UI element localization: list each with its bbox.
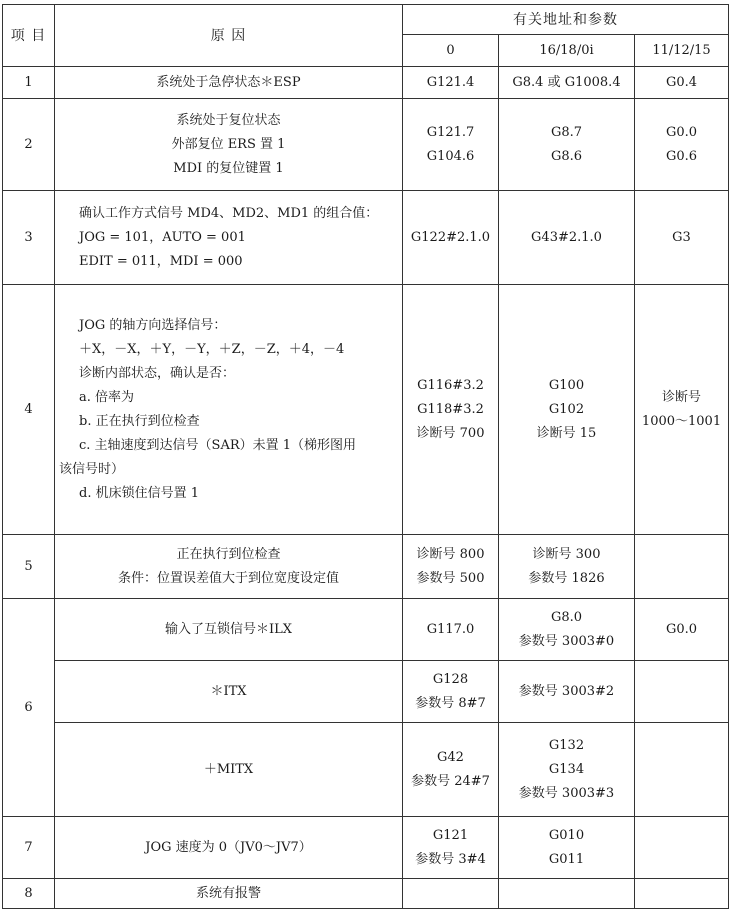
row-1-addr-0 — [403, 67, 499, 99]
reason-line: EDIT = 011，MDI = 000 — [79, 253, 243, 269]
row-7-reason — [55, 817, 403, 879]
row-2-reason — [55, 99, 403, 191]
row-6c-addr-11-12-15 — [635, 723, 729, 817]
row-6b-addr-0 — [403, 661, 499, 723]
row-8-addr-0 — [403, 879, 499, 909]
reason-line: 条件：位置误差值大于到位宽度设定值 — [117, 570, 339, 586]
addr-line: G121 — [432, 827, 469, 843]
row-5-addr-11-12-15 — [635, 535, 729, 599]
row-8-item: 8 — [3, 879, 55, 909]
row-6-item: 6 — [3, 599, 55, 817]
row-1-item: 1 — [3, 67, 55, 99]
addr-line: 参数号 8#7 — [415, 695, 486, 711]
addr-line: G8.0 — [550, 609, 583, 625]
row-6b-addr-16-18-0i — [499, 661, 635, 723]
table-row — [3, 879, 729, 909]
reason-line: 系统有报警 — [195, 885, 261, 901]
addr-line: G8.4 或 G1008.4 — [512, 74, 621, 90]
row-4-addr-11-12-15 — [635, 285, 729, 535]
address-table — [2, 4, 729, 909]
row-5-item: 5 — [3, 535, 55, 599]
reason-line: 该信号时） — [59, 461, 125, 477]
row-5-addr-0 — [403, 535, 499, 599]
row-3-addr-0 — [403, 191, 499, 285]
row-7-addr-11-12-15 — [635, 817, 729, 879]
row-3-addr-16-18-0i — [499, 191, 635, 285]
addr-line: G121.4 — [426, 74, 475, 90]
header-col-11-12-15: 11/12/15 — [635, 35, 729, 67]
addr-line: G122#2.1.0 — [410, 229, 491, 245]
addr-line: 诊断号 800 — [416, 546, 485, 562]
addr-line: 参数号 3003#2 — [518, 683, 615, 699]
addr-line: G0.0 — [665, 621, 698, 637]
row-6b-reason — [55, 661, 403, 723]
table-row — [3, 817, 729, 879]
row-1-addr-11-12-15 — [635, 67, 729, 99]
row-4-reason — [55, 285, 403, 535]
addr-line: 参数号 1826 — [528, 570, 605, 586]
reason-line: 外部复位 ERS 置 1 — [171, 136, 286, 152]
row-6a-addr-11-12-15 — [635, 599, 729, 661]
reason-line: b. 正在执行到位检查 — [79, 413, 200, 429]
addr-line: G134 — [548, 761, 585, 777]
row-3-item: 3 — [3, 191, 55, 285]
row-4-addr-0 — [403, 285, 499, 535]
addr-line: 参数号 3003#0 — [518, 633, 615, 649]
addr-line: G3 — [672, 229, 691, 245]
reason-line: JOG 的轴方向选择信号： — [79, 317, 227, 333]
row-4-addr-16-18-0i — [499, 285, 635, 535]
row-7-addr-16-18-0i — [499, 817, 635, 879]
table-row — [3, 99, 729, 191]
reason-line: c. 主轴速度到达信号（SAR）未置 1（梯形图用 — [79, 437, 357, 453]
addr-line: G0.0 — [665, 124, 698, 140]
addr-line: 1000～1001 — [641, 413, 722, 429]
table-row — [3, 285, 729, 535]
row-2-item: 2 — [3, 99, 55, 191]
addr-line: G117.0 — [426, 621, 475, 637]
header-item: 项 目 — [3, 5, 55, 67]
reason-line: 正在执行到位检查 — [176, 546, 281, 562]
addr-line: G102 — [548, 401, 585, 417]
addr-line: 参数号 3003#3 — [518, 785, 615, 801]
addr-line: G100 — [548, 377, 585, 393]
row-8-addr-16-18-0i — [499, 879, 635, 909]
row-6a-reason — [55, 599, 403, 661]
header-addr-group: 有关地址和参数 — [403, 5, 729, 35]
reason-line: ＋X，－X，＋Y，－Y，＋Z，－Z，＋4，－4 — [79, 341, 345, 357]
table-row — [3, 723, 729, 817]
row-5-reason — [55, 535, 403, 599]
header-col-16-18-0i: 16/18/0i — [499, 35, 635, 67]
reason-line: 确认工作方式信号 MD4、MD2、MD1 的组合值： — [79, 205, 379, 221]
addr-line: G0.4 — [665, 74, 698, 90]
addr-line: 参数号 24#7 — [411, 773, 490, 789]
header-reason: 原 因 — [55, 5, 403, 67]
addr-line: 参数号 500 — [416, 570, 485, 586]
addr-line: G43#2.1.0 — [531, 229, 602, 245]
addr-line: G8.7 — [550, 124, 583, 140]
reason-line: 系统处于急停状态＊ESP — [156, 74, 301, 90]
row-2-addr-0 — [403, 99, 499, 191]
row-2-addr-11-12-15 — [635, 99, 729, 191]
addr-line: G0.6 — [665, 148, 698, 164]
row-8-reason — [55, 879, 403, 909]
row-5-addr-16-18-0i — [499, 535, 635, 599]
addr-line: G132 — [548, 737, 585, 753]
row-6a-addr-0 — [403, 599, 499, 661]
addr-line: G118#3.2 — [417, 401, 484, 417]
addr-line: 参数号 3#4 — [415, 851, 486, 867]
table-row — [3, 191, 729, 285]
row-3-addr-11-12-15 — [635, 191, 729, 285]
addr-line: 诊断号 300 — [532, 546, 601, 562]
row-1-addr-16-18-0i — [499, 67, 635, 99]
row-4-item: 4 — [3, 285, 55, 535]
row-6b-addr-11-12-15 — [635, 661, 729, 723]
reason-line: MDI 的复位键置 1 — [173, 160, 284, 176]
row-3-reason — [55, 191, 403, 285]
row-2-addr-16-18-0i — [499, 99, 635, 191]
addr-line: 诊断号 700 — [416, 425, 485, 441]
addr-line: G128 — [432, 671, 469, 687]
reason-line: JOG = 101，AUTO = 001 — [79, 229, 246, 245]
row-6c-reason — [55, 723, 403, 817]
reason-line: d. 机床锁住信号置 1 — [79, 485, 199, 501]
row-6c-addr-16-18-0i — [499, 723, 635, 817]
addr-line: G104.6 — [426, 148, 475, 164]
reason-line: 输入了互锁信号＊ILX — [164, 621, 293, 637]
reason-line: JOG 速度为 0（JV0～JV7） — [145, 839, 312, 855]
row-1-reason — [55, 67, 403, 99]
reason-line: 系统处于复位状态 — [176, 112, 281, 128]
addr-line: G42 — [437, 749, 464, 765]
row-6c-addr-0 — [403, 723, 499, 817]
table-row — [3, 67, 729, 99]
header-col-0: 0 — [403, 35, 499, 67]
row-8-addr-11-12-15 — [635, 879, 729, 909]
row-6a-addr-16-18-0i — [499, 599, 635, 661]
addr-line: G011 — [548, 851, 585, 867]
addr-line: 诊断号 15 — [536, 425, 597, 441]
reason-line: 诊断内部状态，确认是否： — [79, 365, 236, 381]
reason-line: a. 倍率为 — [79, 389, 135, 405]
row-7-item: 7 — [3, 817, 55, 879]
addr-line: G8.6 — [550, 148, 583, 164]
reason-line: ＋MITX — [203, 761, 254, 777]
table-row — [3, 661, 729, 723]
reason-line: ＊ITX — [210, 683, 247, 699]
addr-line: 诊断号 — [662, 389, 702, 405]
addr-line: G116#3.2 — [417, 377, 484, 393]
table-row — [3, 599, 729, 661]
addr-line: G121.7 — [426, 124, 475, 140]
row-7-addr-0 — [403, 817, 499, 879]
addr-line: G010 — [548, 827, 585, 843]
table-row — [3, 535, 729, 599]
